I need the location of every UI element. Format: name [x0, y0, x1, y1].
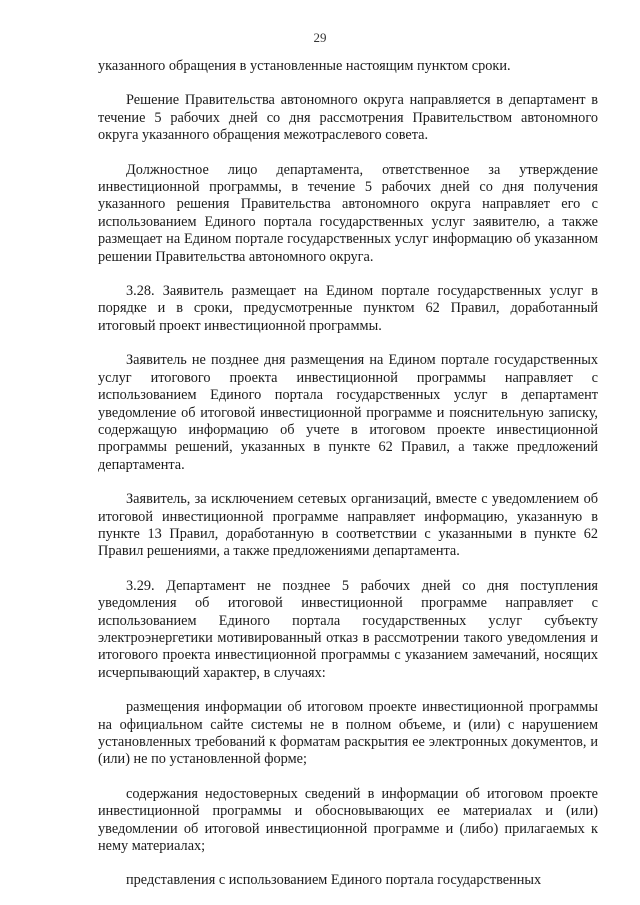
paragraph-3-29: 3.29. Департамент не позднее 5 рабочих дней со дня поступления уведомления об итоговой инвестиционной программе направляет с использованием Единого портала государственных услуг субъекту электроэнергетики мотивированный отказ в рассмотрении такого уведомления и итогового проекта инвестиционной программы с указанием замечаний, носящих исчерпывающий характер, в случаях:: [98, 577, 598, 681]
paragraph-case-false-info: содержания недостоверных сведений в информации об итоговом проекте инвестиционной программы и обосновывающих ее материалах и (или) уведомлении об итоговой инвестиционной программе и (либо) прилагаемых к нему материалах;: [98, 785, 598, 855]
paragraph-government-decision: Решение Правительства автономного округа направляется в департамент в течение 5 рабочих дней со дня рассмотрения Правительством автономного округа указанного обращения межотраслевого совета.: [98, 92, 598, 144]
paragraph-3-28: 3.28. Заявитель размещает на Едином портале государственных услуг в порядке и в сроки, предусмотренные пунктом 62 Правил, доработанный итоговый проект инвестиционной программы.: [98, 283, 598, 334]
paragraph-continuation: указанного обращения в установленные настоящим пунктом сроки.: [98, 58, 511, 74]
paragraph-applicant-information: Заявитель, за исключением сетевых организаций, вместе с уведомлением об итоговой инвестиционной программе направляет информацию, указанную в пункте 13 Правил, доработанную в соответствии с указанными в пункте 62 Правил решениями, а также предложениями департамента.: [98, 491, 598, 560]
paragraph-official-responsible: Должностное лицо департамента, ответственное за утверждение инвестиционной программы, в течение 5 рабочих дней со дня получения указанного решения Правительства автономного округа направляет его с использованием Единого портала государственных услуг заявителю, а также размещает на Едином портале государственных услуг информацию об указанном решении Правительства автономного округа.: [98, 161, 598, 265]
paragraph-case-submission: представления с использованием Единого портала государственных: [126, 872, 542, 889]
paragraph-case-placement: размещения информации об итоговом проекте инвестиционной программы на официальном сайте системы не в полном объеме, и (или) с нарушением установленных требований к форматам раскрытия ее электронных документов, и (или) не по установленной форме;: [98, 699, 598, 768]
paragraph-applicant-notification: Заявитель не позднее дня размещения на Едином портале государственных услуг итогового проекта инвестиционной программы направляет с использованием Единого портала государственных услуг в департамент уведомление об итоговой инвестиционной программе и пояснительную записку, содержащую информацию об учете в итоговом проекте инвестиционной программы решений, указанных в пункте 62 Правил, а также предложений департамента.: [98, 352, 598, 473]
document-body: [98, 58, 598, 890]
page-number: 29: [313, 30, 327, 45]
